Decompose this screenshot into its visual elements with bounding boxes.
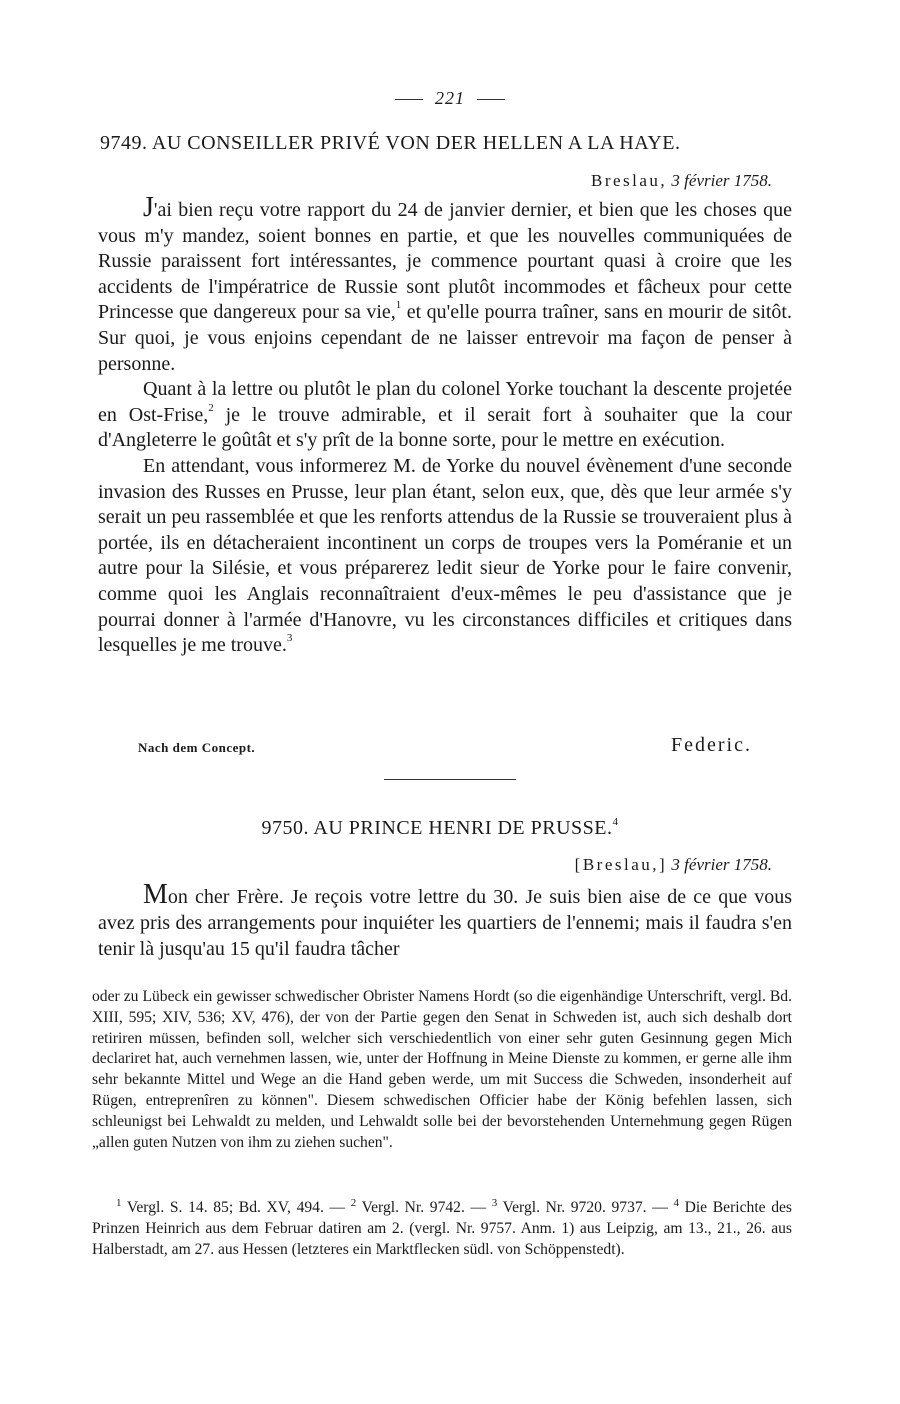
paragraph: Mon cher Frère. Je reçois votre lettre du 30. Je suis bien aise de ce que vous avez pris des arrangements pour inquiéter les quartiers de l'ennemi; mais il faudra s'en tenir là jusqu'au 15 qu'il faudra tâcher [98, 879, 792, 960]
paragraph: J'ai bien reçu votre rapport du 24 de janvier dernier, et bien que les choses que vous m'y mandez, soient bonnes en partie, et que les nouvelles communiquées de Russie paraissent fort intéressantes, je commence pourtant quasi à croire que les accidents de l'impératrice de Russie sont plutôt incommodes et fâcheux pour cette Princesse que dangereux pour sa vie,$^1$ et qu'elle pourra traîner, sans en mourir de sitôt. Sur quoi, je vous enjoins cependant de ne laisser entrevoir ma façon de penser à personne. [98, 192, 792, 375]
drop-cap: J [143, 192, 154, 223]
letter-date: 3 février 1758. [671, 855, 772, 874]
letter-9749-body [98, 192, 792, 659]
letter-9750-body [98, 879, 792, 962]
page-number-text: 221 [435, 88, 465, 108]
footnote-continued: oder zu Lübeck ein gewisser schwedischer Obrister Namens Hordt (so die eigenhändige Unterschrift, vergl. Bd. XIII, 595; XIV, 536; XV, 476), der von der Partie gegen den Senat in Schweden ist, auch sich deshalb dort retiriren müssen, befinden soll, welcher sich verschiedentlich von einer sehr guten Gesinnung gegen Mich declariret hat, auch vernehmen lassen, wie, unter der Hoffnung in Meine Dienste zu kommen, er gerne alle ihm sehr bekannte Mittel und Wege an die Hand geben werde, um mit Success die Schweden, insonderheit auf Rügen, entreprenîren zu können". Diesem schwedischen Officier habe der König befehlen lassen, sich schleunigst bei Lehwaldt zu melden, und Lehwaldt solle bei der bevorstehenden Unternehmung gegen Rügen „allen guten Nutzen von ihm zu ziehen suchen". [92, 988, 792, 1151]
footnote-ref: 1 [395, 299, 402, 312]
paragraph: Quant à la lettre ou plutôt le plan du colonel Yorke touchant la descente projetée en Ost-Frise,$^2$ je le trouve admirable, et il serait fort à souhaiter que la cour d'Angleterre le goûtât et s'y prît de la bonne sorte, pour le mettre en exécution. [98, 378, 792, 452]
drop-cap: M [143, 879, 168, 910]
footnote-ref: 3 [286, 632, 293, 645]
letter-9749-dateline [591, 171, 772, 191]
page-number [0, 88, 900, 109]
letter-number: 9749. [100, 132, 148, 154]
paragraph: En attendant, vous informerez M. de Yorke du nouvel évènement d'une seconde invasion des Russes en Prusse, leur plan étant, selon eux, que, dès que leur armée s'y serait un peu rassemblée et que les renforts attendus de la Russie se trouveraient plus à portée, ils en détacheraient incontinent un corps de troupes vers la Poméranie et un autre pour la Silésie, et vous préparerez ledit sieur de Yorke pour le faire convenir, comme quoi les Anglais reconnaîtraient d'eux-mêmes le peu d'assistance que je pourrai donner à l'armée d'Hanovre, vu les circonstances difficiles et critiques dans lesquelles je me trouve.$^3$ [98, 454, 792, 657]
letter-9749-heading [100, 132, 800, 155]
footnote-ref: 4 [612, 816, 619, 828]
page-number-rule-left [395, 99, 423, 100]
letter-9750-dateline [575, 855, 772, 875]
section-divider [384, 779, 516, 780]
letter-recipient: AU CONSEILLER PRIVÉ VON DER HELLEN A LA HAYE. [151, 132, 681, 154]
letter-number: 9750. [261, 817, 309, 839]
footnotes [92, 1198, 792, 1260]
page-number-rule-right [477, 99, 505, 100]
letter-place: Breslau, [590, 171, 668, 190]
footnote-ref: 2 [208, 401, 214, 414]
letter-date: 3 février 1758. [671, 171, 772, 190]
source-note: Nach dem Concept. [138, 740, 256, 755]
letter-recipient: AU PRINCE HENRI DE PRUSSE. [313, 817, 613, 839]
signature: Federic. [671, 734, 752, 756]
letter-place: [Breslau,] [574, 855, 668, 874]
footnote-list: $^1$ Vergl. S. 14. 85; Bd. XV, 494. — $^2$ Vergl. Nr. 9742. — $^3$ Vergl. Nr. 9720. 9737. — $^4$ Die Berichte des Prinzen Heinrich aus dem Februar datiren am 2. (vergl. Nr. 9757. Anm. 1) aus Leipzig, am 13., 21., 26. aus Halberstadt, am 27. aus Hessen (letzteres ein Marktflecken südl. von Schöppenstedt). [92, 1197, 792, 1258]
letter-9750-heading [100, 817, 780, 840]
